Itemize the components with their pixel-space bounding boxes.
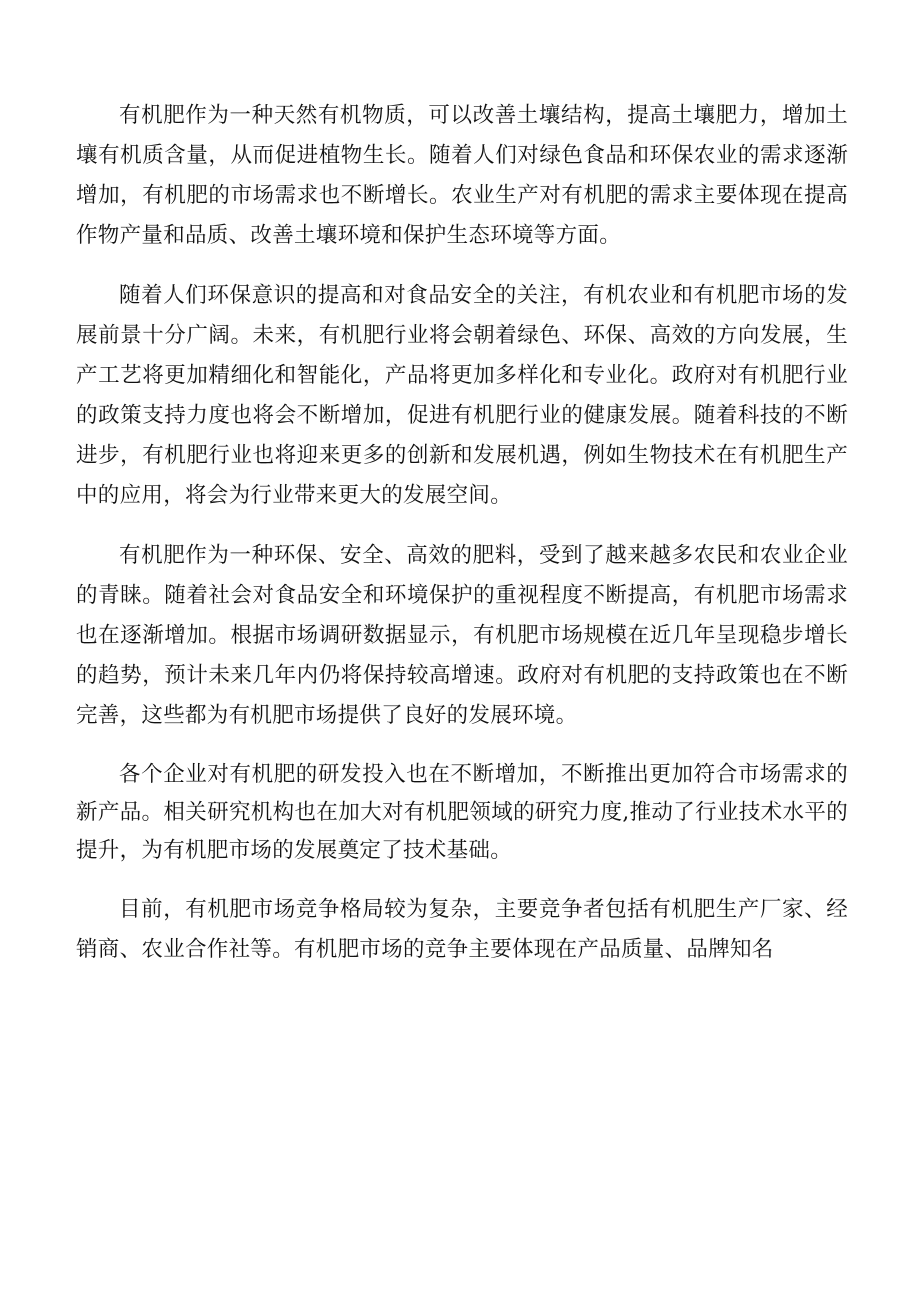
document-page	[76, 96, 848, 970]
paragraph-5: 目前，有机肥市场竞争格局较为复杂，主要竞争者包括有机肥生产厂家、经销商、农业合作社等。有机肥市场的竞争主要体现在产品质量、品牌知名	[76, 897, 848, 962]
paragraph-3: 有机肥作为一种环保、安全、高效的肥料，受到了越来越多农民和农业企业的青睐。随着社会对食品安全和环境保护的重视程度不断提高，有机肥市场需求也在逐渐增加。根据市场调研数据显示，有机肥市场规模在近几年呈现稳步增长的趋势，预计未来几年内仍将保持较高增速。政府对有机肥的支持政策也在不断完善，这些都为有机肥市场提供了良好的发展环境。	[76, 543, 848, 728]
paragraph-2: 随着人们环保意识的提高和对食品安全的关注，有机农业和有机肥市场的发展前景十分广阔。未来，有机肥行业将会朝着绿色、环保、高效的方向发展，生产工艺将更加精细化和智能化，产品将更加多样化和专业化。政府对有机肥行业的政策支持力度也将会不断增加，促进有机肥行业的健康发展。随着科技的不断进步，有机肥行业也将迎来更多的创新和发展机遇，例如生物技术在有机肥生产中的应用，将会为行业带来更大的发展空间。	[76, 283, 848, 508]
paragraph-4: 各个企业对有机肥的研发投入也在不断增加，不断推出更加符合市场需求的新产品。相关研究机构也在加大对有机肥领域的研究力度,推动了行业技术水平的提升，为有机肥市场的发展奠定了技术基础。	[76, 762, 848, 863]
paragraph-1: 有机肥作为一种天然有机物质，可以改善土壤结构，提高土壤肥力，增加土壤有机质含量，从而促进植物生长。随着人们对绿色食品和环保农业的需求逐渐增加，有机肥的市场需求也不断增长。农业生产对有机肥的需求主要体现在提高作物产量和品质、改善土壤环境和保护生态环境等方面。	[76, 103, 848, 248]
